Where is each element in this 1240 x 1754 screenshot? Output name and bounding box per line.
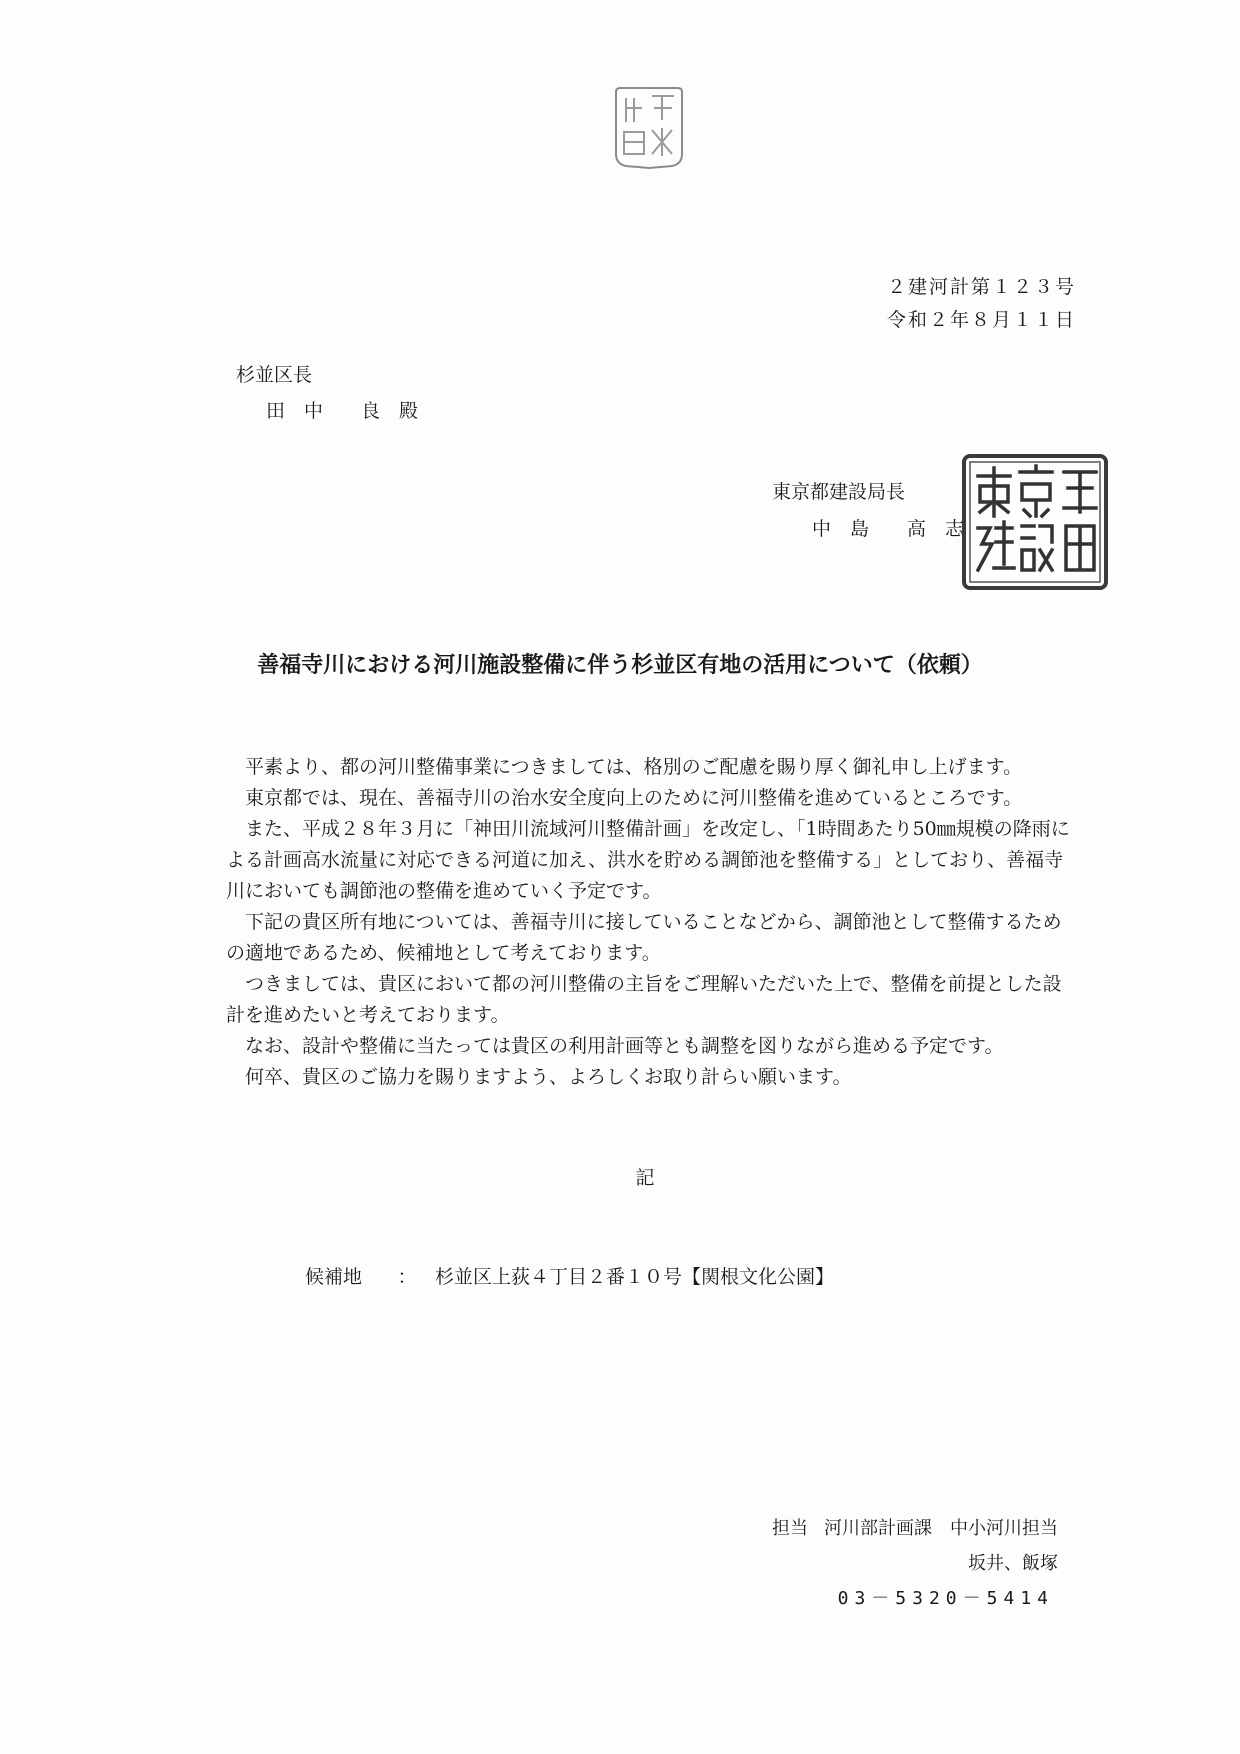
- document-title: 善福寺川における河川施設整備に伴う杉並区有地の活用について（依頼）: [257, 652, 983, 678]
- body-paragraph: 平素より、都の河川整備事業につきましては、格別のご配慮を賜り厚く御礼申し上げます。: [245, 756, 1023, 778]
- sender-name: 中 島 高 志: [812, 518, 965, 540]
- recipient-title: 杉並区長: [236, 364, 313, 386]
- sender-title: 東京都建設局長: [772, 481, 906, 503]
- candidate-separator: ：: [397, 1266, 417, 1288]
- ki-heading: 記: [635, 1167, 655, 1189]
- document-date: 令和２年８月１１日: [886, 309, 1076, 331]
- body-paragraph: つきましては、貴区において都の河川整備の主旨をご理解いただいた上で、整備を前提とした設計を進めたいと考えております。: [226, 973, 1062, 1026]
- contact-department: 河川部計画課 中小河川担当: [824, 1518, 1058, 1539]
- body-paragraph: なお、設計や整備に当たっては貴区の利用計画等とも調整を図りながら進める予定です。: [245, 1035, 1004, 1057]
- contact-department-line: [772, 1514, 1058, 1540]
- contact-phone: 03－5320－5414: [837, 1588, 1054, 1609]
- contact-persons: 坂井、飯塚: [968, 1553, 1058, 1574]
- body-paragraph: 東京都では、現在、善福寺川の治水安全度向上のために河川整備を進めているところです。: [245, 787, 1023, 809]
- candidate-site: [305, 1262, 834, 1289]
- candidate-value: 杉並区上荻４丁目２番１０号【関根文化公園】: [435, 1266, 835, 1288]
- official-seal-icon: [960, 452, 1110, 592]
- document-number: ２建河計第１２３号: [886, 276, 1076, 298]
- receipt-stamp-icon: [612, 84, 686, 170]
- letter-body: [226, 752, 1072, 1093]
- body-paragraph: また、平成２８年３月に「神田川流域河川整備計画」を改定し、「1時間あたり50㎜規模の降雨による計画高水流量に対応できる河道に加え、洪水を貯める調節池を整備する」としており、善福寺川においても調節池の整備を進めていく予定です。: [226, 818, 1070, 902]
- body-paragraph: 何卒、貴区のご協力を賜りますよう、よろしくお取り計らい願います。: [245, 1066, 852, 1088]
- body-paragraph: 下記の貴区所有地については、善福寺川に接していることなどから、調節池として整備するための適地であるため、候補地として考えております。: [226, 911, 1062, 964]
- recipient-name: 田 中 良 殿: [266, 400, 419, 422]
- candidate-label: 候補地: [305, 1266, 363, 1288]
- contact-label: 担当: [772, 1518, 808, 1539]
